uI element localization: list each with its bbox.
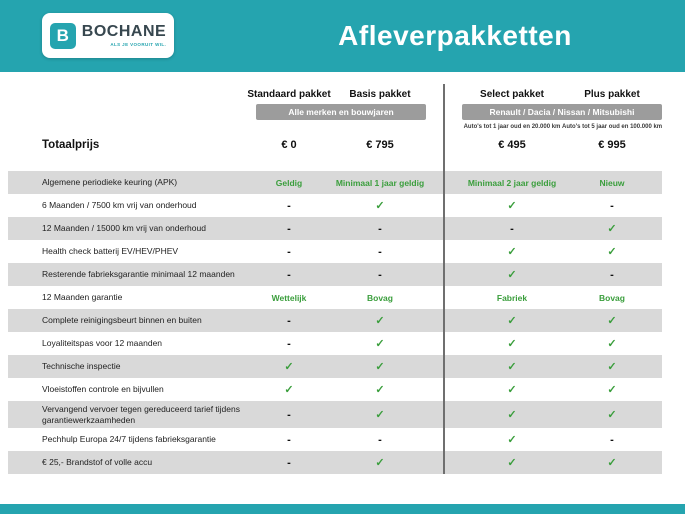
dash-mark: - [610,268,614,281]
value-text: Minimaal 2 jaar geldig [467,177,557,188]
check-icon: ✓ [507,338,517,350]
check-icon: ✓ [375,338,385,350]
check-icon: ✓ [507,200,517,212]
row-label: Health check batterij EV/HEV/PHEV [42,246,179,257]
dash-mark: - [610,199,614,212]
row-label: € 25,- Brandstof of volle accu [42,457,153,468]
table-row [8,401,662,428]
check-icon: ✓ [284,384,294,396]
price-standaard: € 0 [281,139,297,151]
group-badge-left: Alle merken en bouwjaren [256,104,426,120]
row-label: Pechhulp Europa 24/7 tijdens fabrieksgarantie [42,434,216,445]
row-label: Vloeistoffen controle en bijvullen [42,384,164,395]
price-select: € 495 [498,139,526,151]
check-icon: ✓ [375,409,385,422]
packages-table [8,86,662,474]
check-icon: ✓ [507,361,517,373]
price-plus: € 995 [598,139,626,151]
table-row [8,332,662,355]
spacer-row [8,157,662,171]
check-icon: ✓ [375,457,385,470]
check-icon: ✓ [507,384,517,396]
bochane-logo [42,13,174,58]
table-row [8,240,662,263]
check-icon: ✓ [607,409,617,422]
table-row [8,286,662,309]
table-row [8,428,662,451]
dash-mark: - [287,199,291,212]
logo-name: BOCHANE [81,23,167,40]
dash-mark: - [287,408,291,421]
value-text: Bovag [599,292,625,303]
col-header-select: Select pakket [480,89,544,100]
check-icon: ✓ [507,246,517,258]
table-row [8,355,662,378]
logo-tagline: ALS JE VOORUIT WIL. [110,42,167,47]
table-row [8,263,662,286]
dash-mark: - [287,268,291,281]
row-label: Loyaliteitspas voor 12 maanden [42,338,163,349]
page-title: Afleverpakketten [338,20,572,51]
check-icon: ✓ [375,315,385,327]
value-text: Fabriek [496,292,528,303]
check-icon: ✓ [607,338,617,350]
row-label: Vervangend vervoer tegen gereduceerd tarief tijdens garantiewerkzaamheden [42,404,240,425]
table-row [8,194,662,217]
logo-text [82,24,166,47]
value-text: Bovag [367,292,393,303]
dash-mark: - [287,245,291,258]
value-text: Nieuw [599,177,625,188]
dash-mark: - [378,433,382,446]
check-icon: ✓ [607,223,617,235]
value-text: Wettelijk [271,292,307,303]
table-row [8,171,662,194]
dash-mark: - [287,314,291,327]
check-icon: ✓ [607,246,617,258]
col-header-basis: Basis pakket [349,89,411,100]
value-text: Minimaal 1 jaar geldig [335,177,425,188]
row-label: Resterende fabrieksgarantie minimaal 12 maanden [42,269,235,280]
check-icon: ✓ [375,361,385,373]
row-label: 12 Maanden / 15000 km vrij van onderhoud [42,223,206,234]
row-label: Algemene periodieke keuring (APK) [42,177,178,188]
check-icon: ✓ [507,315,517,327]
total-price-label: Totaalprijs [42,139,100,151]
dash-mark: - [610,433,614,446]
table-row [8,309,662,332]
select-subnote: Auto's tot 1 jaar oud en 20.000 km [463,124,561,130]
dash-mark: - [510,222,514,235]
dash-mark: - [378,245,382,258]
check-icon: ✓ [375,200,385,212]
feature-rows [8,171,662,474]
plus-subnote: Auto's tot 5 jaar oud en 100.000 km [562,124,663,130]
table-row [8,451,662,474]
bochane-logo-icon: B [50,23,76,49]
check-icon: ✓ [375,384,385,396]
check-icon: ✓ [284,361,294,373]
header-bar [0,0,685,72]
check-icon: ✓ [507,409,517,422]
table-row [8,378,662,401]
row-label: 12 Maanden garantie [42,292,123,303]
row-label: Technische inspectie [42,361,121,372]
check-icon: ✓ [507,269,517,281]
dash-mark: - [287,433,291,446]
subnotes-row [8,121,662,133]
check-icon: ✓ [607,361,617,373]
table-row [8,217,662,240]
row-label: Complete reinigingsbeurt binnen en buiten [42,315,202,326]
dash-mark: - [287,337,291,350]
column-headers [8,86,662,100]
col-header-plus: Plus pakket [584,89,640,100]
value-text: Geldig [275,177,303,188]
dash-mark: - [378,268,382,281]
check-icon: ✓ [607,315,617,327]
price-basis: € 795 [366,139,394,151]
dash-mark: - [378,222,382,235]
footer-bar [0,504,685,514]
group-badges-row [8,103,662,121]
column-divider [443,84,445,474]
group-badge-right: Renault / Dacia / Nissan / Mitsubishi [462,104,662,120]
dash-mark: - [287,222,291,235]
check-icon: ✓ [507,457,517,470]
total-price-row [8,133,662,157]
check-icon: ✓ [607,384,617,396]
dash-mark: - [287,456,291,469]
check-icon: ✓ [607,457,617,470]
check-icon: ✓ [507,434,517,447]
col-header-standaard: Standaard pakket [247,89,331,100]
row-label: 6 Maanden / 7500 km vrij van onderhoud [42,200,197,211]
